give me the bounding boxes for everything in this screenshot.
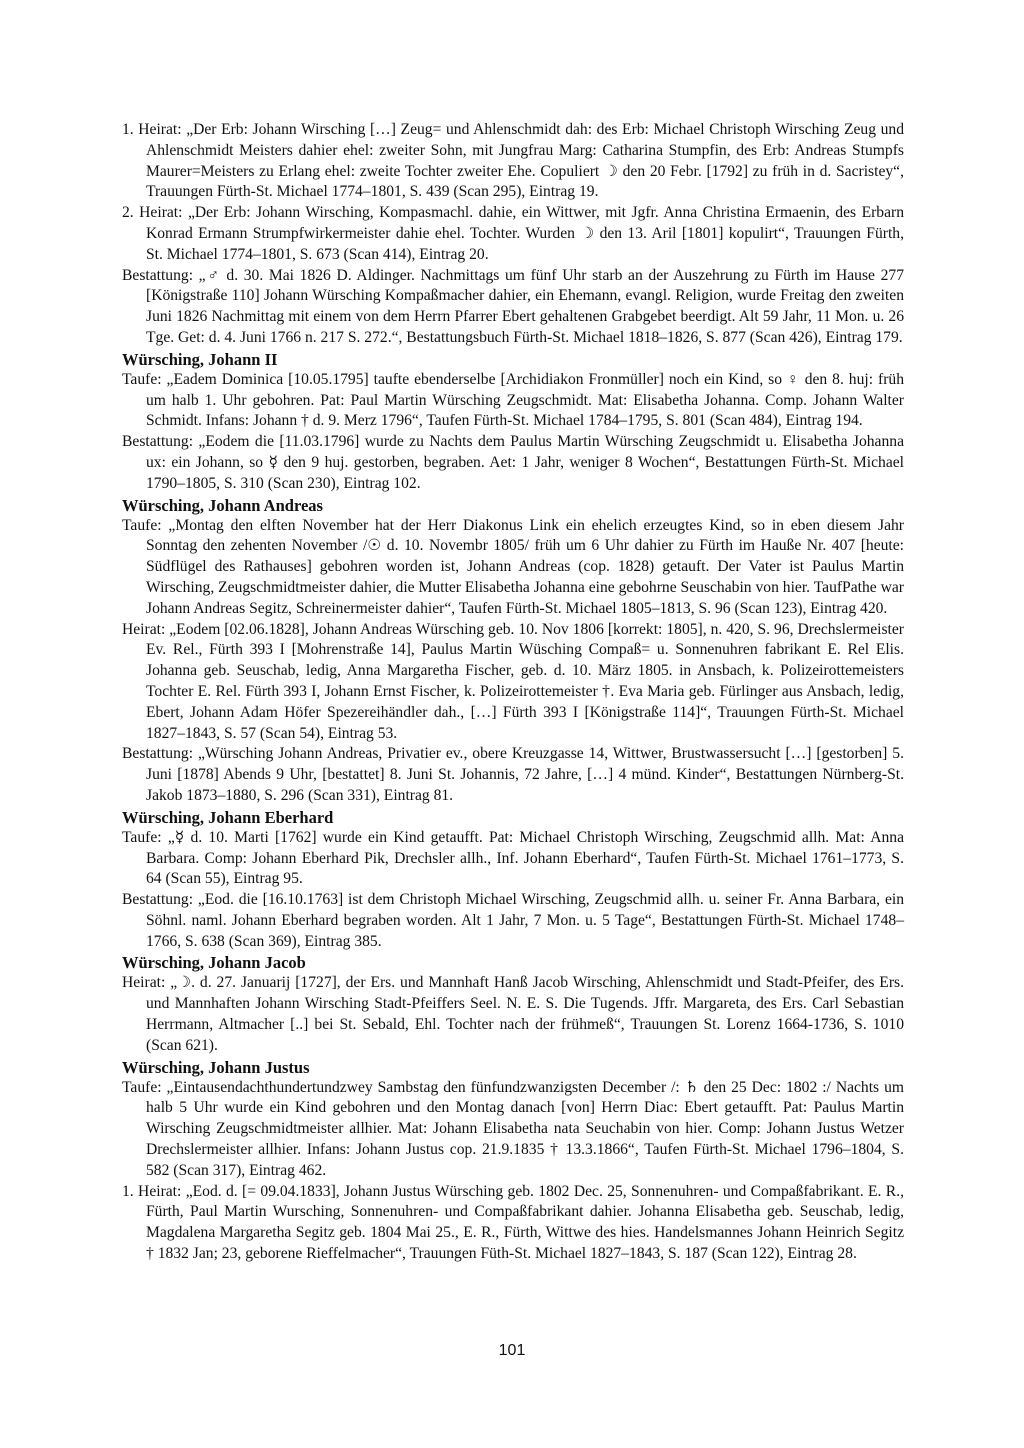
entry-heirat: Heirat: „☽. d. 27. Januarij [1727], der Ers. und Mannhaft Hanß Jacob Wirsching, Ahlenschmidt und Stadt-Pfeifer, des Ers. und Mannhaften Johann Wirsching Stadt-Pfeiffers Seel. N. E. S. Die Tugends. Jffr. Margareta, des Ers. Carl Sebastian Herrmann, Altmacher [..] bei St. Sebald, Ehl. Tochter nach der frühmeß“, Trauungen St. Lorenz 1664-1736, S. 1010 (Scan 621). (122, 974, 904, 1054)
document-body (122, 120, 904, 1265)
person-heading: Würsching, Johann Justus (122, 1057, 310, 1077)
entry-bestattung: Bestattung: „Eod. die [16.10.1763] ist dem Christoph Michael Wirsching, Zeugschmid allh. u. seiner Fr. Anna Barbara, ein Söhnl. naml. Johann Eberhard begraben worden. Alt 1 Jahr, 7 Mon. u. 5 Tage“, Bestattungen Fürth-St. Michael 1748–1766, S. 638 (Scan 369), Eintrag 385. (122, 891, 904, 950)
entry-bestattung: Bestattung: „♂ d. 30. Mai 1826 D. Aldinger. Nachmittags um fünf Uhr starb an der Auszehrung zu Fürth im Hause 277 [Königstraße 110] Johann Würsching Kompaßmacher dahier, ein Ehemann, evangl. Religion, wurde Freitag den zweiten Juni 1826 Nachmittag mit einem von dem Herrn Pfarrer Ebert gehaltenen Grabgebet beerdigt. Alt 59 Jahr, 11 Mon. u. 26 Tge. Get: d. 4. Juni 1766 n. 217 S. 272.“, Bestattungsbuch Fürth-St. Michael 1818–1826, S. 877 (Scan 426), Eintrag 179. (122, 266, 904, 346)
entry-heirat-2: 2. Heirat: „Der Erb: Johann Wirsching, Kompasmachl. dahie, ein Wittwer, mit Jgfr. Anna Christina Ermaenin, des Erbarn Konrad Ermann Strumpfwirkermeister dahie ehel. Tochter. Wurden ☽ den 13. Aril [1801] kopulirt“, Trauungen Fürth, St. Michael 1774–1801, S. 673 (Scan 414), Eintrag 20. (122, 204, 904, 263)
person-heading: Würsching, Johann Eberhard (122, 807, 334, 827)
person-heading: Würsching, Johann Jacob (122, 953, 306, 973)
entry-bestattung: Bestattung: „Eodem die [11.03.1796] wurde zu Nachts dem Paulus Martin Würsching Zeugschmidt u. Elisabetha Johanna ux: ein Johann, so ☿ den 9 huj. gestorben, begraben. Aet: 1 Jahr, weniger 8 Wochen“, Bestattungen Fürth-St. Michael 1790–1805, S. 310 (Scan 230), Eintrag 102. (122, 433, 904, 492)
entry-taufe: Taufe: „Eadem Dominica [10.05.1795] taufte ebenderselbe [Archidiakon Fronmüller] noch ein Kind, so ♀ den 8. huj: früh um halb 1. Uhr gebohren. Pat: Paul Martin Würsching Zeugschmidt. Mat: Elisabetha Johanna. Comp. Johann Walter Schmidt. Infans: Johann † d. 9. Merz 1796“, Taufen Fürth-St. Michael 1784–1795, S. 801 (Scan 484), Eintrag 194. (122, 370, 904, 430)
entry-taufe: Taufe: „Montag den elften November hat der Herr Diakonus Link ein ehelich erzeugtes Kind, so in eben diesem Jahr Sonntag den zehenten November /☉ d. 10. Novembr 1805/ früh um 6 Uhr dahier zu Fürth im Hauße Nr. 407 [heute: Südflügel des Rathauses] gebohren worden ist, Johann Andreas (cop. 1828) getauft. Der Vater ist Paulus Martin Wirsching, Zeugschmidtmeister dahier, die Mutter Elisabetha Johanna eine gebohrne Seuschabin von hier. TaufPathe war Johann Andreas Segitz, Schreinermeister dahier“, Taufen Fürth-St. Michael 1805–1813, S. 96 (Scan 123), Eintrag 420. (122, 516, 904, 617)
entry-taufe: Taufe: „☿ d. 10. Marti [1762] wurde ein Kind getaufft. Pat: Michael Christoph Wirsching, Zeugschmid allh. Mat: Anna Barbara. Comp: Johann Eberhard Pik, Drechsler allh., Inf. Johann Eberhard“, Taufen Fürth-St. Michael 1761–1773, S. 64 (Scan 55), Eintrag 95. (122, 828, 904, 888)
entry-heirat-1: 1. Heirat: „Der Erb: Johann Wirsching […] Zeug= und Ahlenschmidt dah: des Erb: Michael Christoph Wirsching Zeug und Ahlenschmidt Meisters dahier ehel: zweiter Sohn, mit Jungfrau Marg: Catharina Stumpfin, des Erb: Andreas Stumpfs Maurer=Meisters zu Erlang ehel: zweite Tochter zweiter Ehe. Copuliert ☽ den 20 Febr. [1792] zu früh in d. Sacristey“, Trauungen Fürth-St. Michael 1774–1801, S. 439 (Scan 295), Eintrag 19. (122, 121, 904, 201)
person-heading: Würsching, Johann II (122, 349, 278, 369)
entry-heirat: Heirat: „Eodem [02.06.1828], Johann Andreas Würsching geb. 10. Nov 1806 [korrekt: 1805], n. 420, S. 96, Drechslermeister Ev. Rel., Fürth 393 I [Mohrenstraße 14], Paulus Martin Wüsching Compaß= u. Sonnenuhren fabrikant E. Rel Elis. Johanna geb. Seuschab, ledig, Anna Margaretha Fischer, geb. d. 10. März 1805. in Ansbach, k. Polizeirottemeisters Tochter E. Rel. Fürth 393 I, Johann Ernst Fischer, k. Polizeirottemeister †. Eva Maria geb. Fürlinger aus Ansbach, ledig, Ebert, Johann Adam Höfer Spezereihändler dah., […] Fürth 393 I [Königstraße 114]“, Trauungen Fürth-St. Michael 1827–1843, S. 57 (Scan 54), Eintrag 53. (122, 620, 904, 742)
entry-heirat-1: 1. Heirat: „Eod. d. [= 09.04.1833], Johann Justus Würsching geb. 1802 Dec. 25, Sonnenuhren- und Compaßfabrikant. E. R., Fürth, Paul Martin Wursching, Sonnenuhren- und Compaßfabrikant dahier. Johanna Elisabetha geb. Seuschab, ledig, Magdalena Margaretha Segitz geb. 1804 Mai 25., E. R., Fürth, Wittwe des hies. Handelsmannes Johann Heinrich Segitz † 1832 Jan; 23, geborene Rieffelmacher“, Trauungen Füth-St. Michael 1827–1843, S. 187 (Scan 122), Eintrag 28. (122, 1182, 904, 1263)
entry-bestattung: Bestattung: „Würsching Johann Andreas, Privatier ev., obere Kreuzgasse 14, Wittwer, Brustwassersucht […] [gestorben] 5. Juni [1878] Abends 9 Uhr, [bestattet] 8. Juni St. Johannis, 72 Jahre, […] 4 münd. Kinder“, Bestattungen Nürnberg-St. Jakob 1873–1880, S. 296 (Scan 331), Eintrag 81. (122, 745, 904, 804)
person-heading: Würsching, Johann Andreas (122, 495, 323, 515)
entry-taufe: Taufe: „Eintausendachthundertundzwey Sambstag den fünfundzwanzigsten December /: ♄ den 25 Dec: 1802 :/ Nachts um halb 5 Uhr wurde ein Kind gebohren und den Montag danach [von] Herrn Diac: Ebert getaufft. Pat: Paulus Martin Wirsching Zeugschmidtmeister allhier. Mat: Johann Elisabetha nata Seuchabin von hier. Comp: Johann Justus Wetzer Drechslermeister allhier. Infans: Johann Justus cop. 21.9.1835 † 13.3.1866“, Taufen Fürth-St. Michael 1796–1804, S. 582 (Scan 317), Eintrag 462. (122, 1078, 904, 1179)
page-number: 101 (498, 1342, 526, 1359)
